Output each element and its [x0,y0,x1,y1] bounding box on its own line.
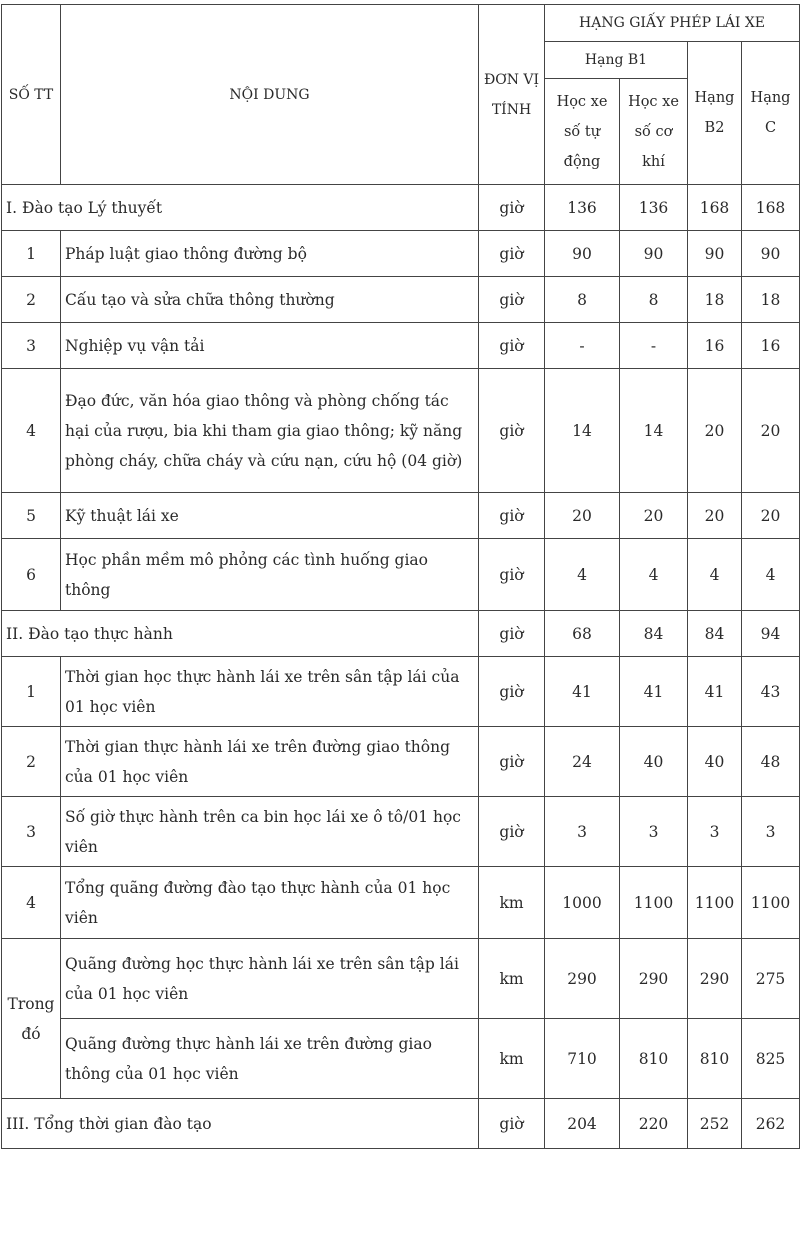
row-unit: km [479,867,545,939]
training-table [1,4,800,1149]
row-number: 4 [2,369,61,493]
value-b2: 4 [688,539,742,611]
header-b1-auto: Học xe số tự động [545,79,620,185]
section-row [2,1099,800,1149]
value-b1-auto: 710 [545,1019,620,1099]
row-unit: giờ [479,323,545,369]
row-content: Kỹ thuật lái xe [61,493,479,539]
value-b1-auto: 4 [545,539,620,611]
value-b1-manual: 20 [620,493,688,539]
table-row [2,231,800,277]
row-content: Cấu tạo và sửa chữa thông thường [61,277,479,323]
row-content: Thời gian thực hành lái xe trên đường giao thông của 01 học viên [61,727,479,797]
row-unit: giờ [479,277,545,323]
table-body [2,185,800,1149]
row-content: Tổng quãng đường đào tạo thực hành của 01 học viên [61,867,479,939]
row-number: 6 [2,539,61,611]
row-content: Học phần mềm mô phỏng các tình huống giao thông [61,539,479,611]
table-row [2,727,800,797]
table-row [2,323,800,369]
value-b2: 1100 [688,867,742,939]
value-b1-manual: 4 [620,539,688,611]
section-title: III. Tổng thời gian đào tạo [2,1099,479,1149]
row-number: 4 [2,867,61,939]
table-row [2,867,800,939]
table-row [2,797,800,867]
value-c: 275 [742,939,800,1019]
value-b2: 16 [688,323,742,369]
section-title: I. Đào tạo Lý thuyết [2,185,479,231]
section-title: II. Đào tạo thực hành [2,611,479,657]
row-content: Quãng đường thực hành lái xe trên đường giao thông của 01 học viên [61,1019,479,1099]
row-unit: giờ [479,657,545,727]
header-b2: Hạng B2 [688,42,742,185]
row-unit: km [479,1019,545,1099]
row-content: Số giờ thực hành trên ca bin học lái xe ô tô/01 học viên [61,797,479,867]
value-b1-auto: - [545,323,620,369]
value-b1-manual: 810 [620,1019,688,1099]
value-b2: 20 [688,493,742,539]
value-b2: 252 [688,1099,742,1149]
value-c: 4 [742,539,800,611]
value-b1-auto: 136 [545,185,620,231]
section-row [2,611,800,657]
value-b1-manual: 290 [620,939,688,1019]
row-unit: giờ [479,493,545,539]
header-b1-manual: Học xe số cơ khí [620,79,688,185]
table-row [2,493,800,539]
row-unit: giờ [479,1099,545,1149]
row-content: Thời gian học thực hành lái xe trên sân tập lái của 01 học viên [61,657,479,727]
value-c: 168 [742,185,800,231]
row-unit: giờ [479,185,545,231]
header-content: NỘI DUNG [61,5,479,185]
value-c: 18 [742,277,800,323]
row-number: 1 [2,657,61,727]
table-row [2,657,800,727]
value-c: 20 [742,493,800,539]
value-b1-manual: 40 [620,727,688,797]
value-c: 20 [742,369,800,493]
value-b1-auto: 20 [545,493,620,539]
value-c: 43 [742,657,800,727]
value-b1-manual: 14 [620,369,688,493]
value-b1-manual: 8 [620,277,688,323]
row-number: 3 [2,797,61,867]
row-unit: km [479,939,545,1019]
value-b2: 90 [688,231,742,277]
value-c: 262 [742,1099,800,1149]
value-b1-auto: 68 [545,611,620,657]
header-b1-group: Hạng B1 [545,42,688,79]
row-content: Đạo đức, văn hóa giao thông và phòng chống tác hại của rượu, bia khi tham gia giao thông; kỹ năng phòng cháy, chữa cháy và cứu nạn, cứu hộ (04 giờ) [61,369,479,493]
value-b2: 168 [688,185,742,231]
value-b2: 810 [688,1019,742,1099]
value-b1-manual: 84 [620,611,688,657]
header-license-group: HẠNG GIẤY PHÉP LÁI XE [545,5,800,42]
table-row [2,1019,800,1099]
value-b1-auto: 90 [545,231,620,277]
value-b1-manual: 220 [620,1099,688,1149]
section-row [2,185,800,231]
row-content: Nghiệp vụ vận tải [61,323,479,369]
value-c: 16 [742,323,800,369]
value-b2: 40 [688,727,742,797]
value-b2: 3 [688,797,742,867]
table-row [2,539,800,611]
value-b1-auto: 204 [545,1099,620,1149]
row-unit: giờ [479,539,545,611]
row-number: 2 [2,727,61,797]
value-c: 1100 [742,867,800,939]
value-b1-manual: 3 [620,797,688,867]
row-unit: giờ [479,231,545,277]
value-b2: 41 [688,657,742,727]
row-unit: giờ [479,727,545,797]
value-b1-manual: 1100 [620,867,688,939]
value-c: 94 [742,611,800,657]
value-b1-auto: 3 [545,797,620,867]
table-row [2,277,800,323]
value-c: 3 [742,797,800,867]
value-b2: 290 [688,939,742,1019]
row-unit: giờ [479,611,545,657]
row-number: 2 [2,277,61,323]
row-content: Quãng đường học thực hành lái xe trên sân tập lái của 01 học viên [61,939,479,1019]
value-c: 48 [742,727,800,797]
row-number: 5 [2,493,61,539]
row-unit: giờ [479,797,545,867]
trong-do-label: Trong đó [2,939,61,1099]
table-row [2,369,800,493]
table-row [2,939,800,1019]
value-b1-manual: 136 [620,185,688,231]
value-b2: 84 [688,611,742,657]
header-c: Hạng C [742,42,800,185]
value-b1-auto: 8 [545,277,620,323]
value-b1-auto: 1000 [545,867,620,939]
value-b1-manual: 41 [620,657,688,727]
value-b2: 20 [688,369,742,493]
value-b1-manual: - [620,323,688,369]
row-number: 1 [2,231,61,277]
header-unit: ĐƠN VỊ TÍNH [479,5,545,185]
value-b1-auto: 24 [545,727,620,797]
row-unit: giờ [479,369,545,493]
value-c: 90 [742,231,800,277]
value-b2: 18 [688,277,742,323]
value-b1-auto: 41 [545,657,620,727]
value-b1-auto: 290 [545,939,620,1019]
value-c: 825 [742,1019,800,1099]
row-number: 3 [2,323,61,369]
row-content: Pháp luật giao thông đường bộ [61,231,479,277]
header-stt: SỐ TT [2,5,61,185]
value-b1-manual: 90 [620,231,688,277]
value-b1-auto: 14 [545,369,620,493]
